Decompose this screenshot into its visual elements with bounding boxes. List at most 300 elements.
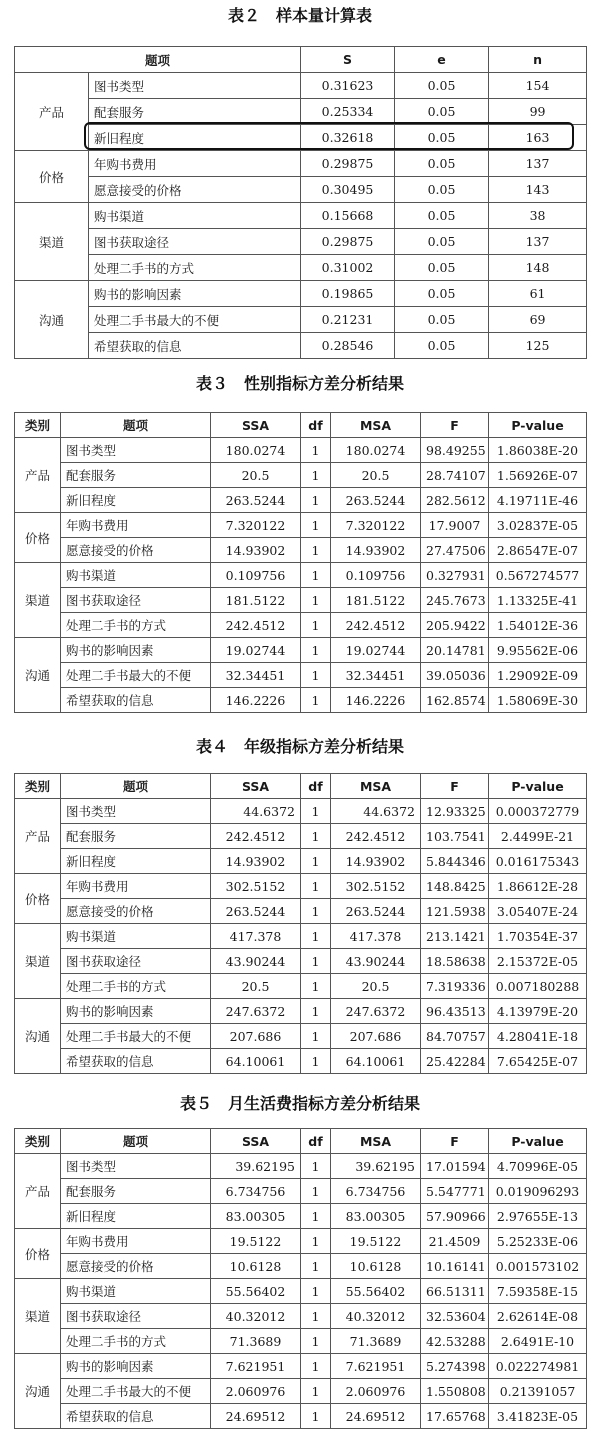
f-cell: 96.43513 <box>421 999 489 1024</box>
n-cell: 61 <box>489 281 587 307</box>
f-cell: 39.05036 <box>421 663 489 688</box>
item-cell: 处理二手书最大的不便 <box>61 663 211 688</box>
n-cell: 69 <box>489 307 587 333</box>
category-cell: 沟通 <box>15 1354 61 1429</box>
table-row <box>15 125 587 151</box>
msa-cell: 302.5152 <box>331 874 421 899</box>
header-item: 题项 <box>61 774 211 799</box>
msa-cell: 14.93902 <box>331 538 421 563</box>
f-cell: 98.49255 <box>421 438 489 463</box>
table-row <box>15 1154 587 1179</box>
p-value-cell: 0.21391057 <box>489 1379 587 1404</box>
category-cell: 产品 <box>15 799 61 874</box>
item-cell: 年购书费用 <box>61 513 211 538</box>
item-cell: 愿意接受的价格 <box>61 899 211 924</box>
msa-cell: 2.060976 <box>331 1379 421 1404</box>
n-cell: 154 <box>489 73 587 99</box>
header-item: 题项 <box>61 413 211 438</box>
df-cell: 1 <box>301 1154 331 1179</box>
item-cell: 购书的影响因素 <box>61 638 211 663</box>
df-cell: 1 <box>301 613 331 638</box>
table-row <box>15 874 587 899</box>
table-row <box>15 229 587 255</box>
header-p-value: P-value <box>489 774 587 799</box>
f-cell: 17.9007 <box>421 513 489 538</box>
e-cell: 0.05 <box>395 73 489 99</box>
item-cell: 处理二手书的方式 <box>61 613 211 638</box>
msa-cell: 19.5122 <box>331 1229 421 1254</box>
df-cell: 1 <box>301 638 331 663</box>
p-value-cell: 3.02837E-05 <box>489 513 587 538</box>
header-item: 题项 <box>61 1129 211 1154</box>
f-cell: 205.9422 <box>421 613 489 638</box>
msa-cell: 7.320122 <box>331 513 421 538</box>
ssa-cell: 0.109756 <box>211 563 301 588</box>
category-cell: 渠道 <box>15 563 61 638</box>
f-cell: 17.01594 <box>421 1154 489 1179</box>
f-cell: 84.70757 <box>421 1024 489 1049</box>
ssa-cell: 71.3689 <box>211 1329 301 1354</box>
p-value-cell: 0.000372779 <box>489 799 587 824</box>
item-cell: 图书类型 <box>61 438 211 463</box>
sample-size-table <box>14 46 587 359</box>
table-row <box>15 1404 587 1429</box>
category-cell: 价格 <box>15 151 89 203</box>
header-category: 类别 <box>15 1129 61 1154</box>
table-row <box>15 924 587 949</box>
p-value-cell: 4.19711E-46 <box>489 488 587 513</box>
category-cell: 价格 <box>15 1229 61 1279</box>
item-cell: 配套服务 <box>61 1179 211 1204</box>
p-value-cell: 1.58069E-30 <box>489 688 587 713</box>
table-row <box>15 1279 587 1304</box>
header-row <box>15 413 587 438</box>
ssa-cell: 14.93902 <box>211 538 301 563</box>
df-cell: 1 <box>301 824 331 849</box>
header-row <box>15 1129 587 1154</box>
item-cell: 希望获取的信息 <box>61 1404 211 1429</box>
item-cell: 配套服务 <box>89 99 301 125</box>
ssa-cell: 20.5 <box>211 463 301 488</box>
msa-cell: 39.62195 <box>331 1154 421 1179</box>
p-value-cell: 2.15372E-05 <box>489 949 587 974</box>
f-cell: 18.58638 <box>421 949 489 974</box>
p-value-cell: 2.6491E-10 <box>489 1329 587 1354</box>
table-row <box>15 513 587 538</box>
f-cell: 0.327931 <box>421 563 489 588</box>
n-cell: 137 <box>489 229 587 255</box>
header-f: F <box>421 413 489 438</box>
f-cell: 148.8425 <box>421 874 489 899</box>
ssa-cell: 14.93902 <box>211 849 301 874</box>
table-row <box>15 99 587 125</box>
p-value-cell: 1.56926E-07 <box>489 463 587 488</box>
item-cell: 图书获取途径 <box>89 229 301 255</box>
p-value-cell: 0.567274577 <box>489 563 587 588</box>
item-cell: 购书渠道 <box>89 203 301 229</box>
table-row <box>15 849 587 874</box>
category-cell: 渠道 <box>15 203 89 281</box>
table-row <box>15 307 587 333</box>
item-cell: 购书渠道 <box>61 563 211 588</box>
table-row <box>15 1179 587 1204</box>
s-cell: 0.28546 <box>301 333 395 359</box>
msa-cell: 24.69512 <box>331 1404 421 1429</box>
n-cell: 163 <box>489 125 587 151</box>
f-cell: 7.319336 <box>421 974 489 999</box>
category-cell: 价格 <box>15 874 61 924</box>
table-row <box>15 1229 587 1254</box>
df-cell: 1 <box>301 1049 331 1074</box>
header-df: df <box>301 774 331 799</box>
item-cell: 希望获取的信息 <box>61 688 211 713</box>
item-cell: 新旧程度 <box>61 488 211 513</box>
grade-anova-table <box>14 773 587 1074</box>
item-cell: 新旧程度 <box>61 1204 211 1229</box>
ssa-cell: 263.5244 <box>211 488 301 513</box>
item-cell: 年购书费用 <box>89 151 301 177</box>
item-cell: 图书类型 <box>61 799 211 824</box>
f-cell: 12.93325 <box>421 799 489 824</box>
table-row <box>15 974 587 999</box>
category-cell: 沟通 <box>15 638 61 713</box>
header-msa: MSA <box>331 1129 421 1154</box>
df-cell: 1 <box>301 1024 331 1049</box>
s-cell: 0.25334 <box>301 99 395 125</box>
f-cell: 20.14781 <box>421 638 489 663</box>
p-value-cell: 1.13325E-41 <box>489 588 587 613</box>
f-cell: 5.844346 <box>421 849 489 874</box>
f-cell: 5.547771 <box>421 1179 489 1204</box>
s-cell: 0.31623 <box>301 73 395 99</box>
ssa-cell: 247.6372 <box>211 999 301 1024</box>
table2-caption: 表２ 样本量计算表 <box>227 6 372 25</box>
table-row <box>15 281 587 307</box>
table-row <box>15 1204 587 1229</box>
ssa-cell: 44.6372 <box>211 799 301 824</box>
ssa-cell: 2.060976 <box>211 1379 301 1404</box>
p-value-cell: 9.95562E-06 <box>489 638 587 663</box>
table-row <box>15 663 587 688</box>
table-row <box>15 563 587 588</box>
header-category: 类别 <box>15 413 61 438</box>
table-row <box>15 538 587 563</box>
ssa-cell: 302.5152 <box>211 874 301 899</box>
f-cell: 27.47506 <box>421 538 489 563</box>
header-ssa: SSA <box>211 774 301 799</box>
item-cell: 希望获取的信息 <box>89 333 301 359</box>
df-cell: 1 <box>301 438 331 463</box>
df-cell: 1 <box>301 1329 331 1354</box>
p-value-cell: 0.022274981 <box>489 1354 587 1379</box>
p-value-cell: 2.86547E-07 <box>489 538 587 563</box>
n-cell: 143 <box>489 177 587 203</box>
s-cell: 0.32618 <box>301 125 395 151</box>
df-cell: 1 <box>301 1204 331 1229</box>
df-cell: 1 <box>301 463 331 488</box>
s-cell: 0.19865 <box>301 281 395 307</box>
msa-cell: 71.3689 <box>331 1329 421 1354</box>
p-value-cell: 0.019096293 <box>489 1179 587 1204</box>
ssa-cell: 40.32012 <box>211 1304 301 1329</box>
item-cell: 图书类型 <box>61 1154 211 1179</box>
f-cell: 28.74107 <box>421 463 489 488</box>
ssa-cell: 242.4512 <box>211 824 301 849</box>
ssa-cell: 181.5122 <box>211 588 301 613</box>
s-cell: 0.30495 <box>301 177 395 203</box>
f-cell: 5.274398 <box>421 1354 489 1379</box>
item-cell: 年购书费用 <box>61 1229 211 1254</box>
e-cell: 0.05 <box>395 333 489 359</box>
ssa-cell: 146.2226 <box>211 688 301 713</box>
p-value-cell: 1.29092E-09 <box>489 663 587 688</box>
p-value-cell: 3.05407E-24 <box>489 899 587 924</box>
n-cell: 148 <box>489 255 587 281</box>
item-cell: 处理二手书的方式 <box>89 255 301 281</box>
ssa-cell: 10.6128 <box>211 1254 301 1279</box>
msa-cell: 180.0274 <box>331 438 421 463</box>
msa-cell: 263.5244 <box>331 899 421 924</box>
table4-caption: 表４ 年级指标方差分析结果 <box>195 737 404 756</box>
header-ssa: SSA <box>211 413 301 438</box>
header-msa: MSA <box>331 413 421 438</box>
item-cell: 处理二手书最大的不便 <box>89 307 301 333</box>
msa-cell: 44.6372 <box>331 799 421 824</box>
f-cell: 42.53288 <box>421 1329 489 1354</box>
item-cell: 图书获取途径 <box>61 1304 211 1329</box>
e-cell: 0.05 <box>395 307 489 333</box>
msa-cell: 55.56402 <box>331 1279 421 1304</box>
e-cell: 0.05 <box>395 229 489 255</box>
msa-cell: 10.6128 <box>331 1254 421 1279</box>
msa-cell: 32.34451 <box>331 663 421 688</box>
f-cell: 21.4509 <box>421 1229 489 1254</box>
s-cell: 0.31002 <box>301 255 395 281</box>
msa-cell: 64.10061 <box>331 1049 421 1074</box>
p-value-cell: 1.86038E-20 <box>489 438 587 463</box>
ssa-cell: 32.34451 <box>211 663 301 688</box>
f-cell: 57.90966 <box>421 1204 489 1229</box>
df-cell: 1 <box>301 924 331 949</box>
ssa-cell: 20.5 <box>211 974 301 999</box>
s-cell: 0.29875 <box>301 151 395 177</box>
item-cell: 处理二手书最大的不便 <box>61 1379 211 1404</box>
table-row <box>15 1049 587 1074</box>
ssa-cell: 24.69512 <box>211 1404 301 1429</box>
df-cell: 1 <box>301 974 331 999</box>
e-cell: 0.05 <box>395 255 489 281</box>
category-cell: 沟通 <box>15 999 61 1074</box>
df-cell: 1 <box>301 899 331 924</box>
table-row <box>15 899 587 924</box>
table-row <box>15 1329 587 1354</box>
df-cell: 1 <box>301 1379 331 1404</box>
table-row <box>15 613 587 638</box>
header-ssa: SSA <box>211 1129 301 1154</box>
p-value-cell: 2.97655E-13 <box>489 1204 587 1229</box>
ssa-cell: 7.320122 <box>211 513 301 538</box>
n-cell: 38 <box>489 203 587 229</box>
table-row <box>15 438 587 463</box>
df-cell: 1 <box>301 999 331 1024</box>
msa-cell: 6.734756 <box>331 1179 421 1204</box>
item-cell: 购书的影响因素 <box>61 1354 211 1379</box>
msa-cell: 247.6372 <box>331 999 421 1024</box>
e-cell: 0.05 <box>395 177 489 203</box>
f-cell: 162.8574 <box>421 688 489 713</box>
ssa-cell: 43.90244 <box>211 949 301 974</box>
header-f: F <box>421 774 489 799</box>
ssa-cell: 263.5244 <box>211 899 301 924</box>
s-cell: 0.21231 <box>301 307 395 333</box>
table-row <box>15 824 587 849</box>
msa-cell: 14.93902 <box>331 849 421 874</box>
df-cell: 1 <box>301 488 331 513</box>
item-cell: 愿意接受的价格 <box>61 1254 211 1279</box>
msa-cell: 40.32012 <box>331 1304 421 1329</box>
table-row <box>15 1379 587 1404</box>
df-cell: 1 <box>301 849 331 874</box>
p-value-cell: 7.59358E-15 <box>489 1279 587 1304</box>
ssa-cell: 417.378 <box>211 924 301 949</box>
f-cell: 103.7541 <box>421 824 489 849</box>
n-cell: 99 <box>489 99 587 125</box>
table-row <box>15 1354 587 1379</box>
df-cell: 1 <box>301 1279 331 1304</box>
s-cell: 0.15668 <box>301 203 395 229</box>
df-cell: 1 <box>301 949 331 974</box>
ssa-cell: 207.686 <box>211 1024 301 1049</box>
item-cell: 愿意接受的价格 <box>61 538 211 563</box>
msa-cell: 207.686 <box>331 1024 421 1049</box>
category-cell: 产品 <box>15 438 61 513</box>
table-row <box>15 333 587 359</box>
ssa-cell: 55.56402 <box>211 1279 301 1304</box>
msa-cell: 20.5 <box>331 974 421 999</box>
f-cell: 121.5938 <box>421 899 489 924</box>
category-cell: 渠道 <box>15 1279 61 1354</box>
item-cell: 处理二手书最大的不便 <box>61 1024 211 1049</box>
f-cell: 245.7673 <box>421 588 489 613</box>
table-row <box>15 999 587 1024</box>
df-cell: 1 <box>301 1354 331 1379</box>
p-value-cell: 0.007180288 <box>489 974 587 999</box>
df-cell: 1 <box>301 1254 331 1279</box>
item-cell: 新旧程度 <box>61 849 211 874</box>
f-cell: 32.53604 <box>421 1304 489 1329</box>
item-cell: 处理二手书的方式 <box>61 1329 211 1354</box>
msa-cell: 263.5244 <box>331 488 421 513</box>
p-value-cell: 7.65425E-07 <box>489 1049 587 1074</box>
p-value-cell: 0.001573102 <box>489 1254 587 1279</box>
table-row <box>15 1304 587 1329</box>
table-row <box>15 463 587 488</box>
df-cell: 1 <box>301 1404 331 1429</box>
msa-cell: 242.4512 <box>331 824 421 849</box>
msa-cell: 7.621951 <box>331 1354 421 1379</box>
msa-cell: 181.5122 <box>331 588 421 613</box>
table-row <box>15 588 587 613</box>
df-cell: 1 <box>301 538 331 563</box>
f-cell: 282.5612 <box>421 488 489 513</box>
df-cell: 1 <box>301 1304 331 1329</box>
header-n: n <box>489 47 587 73</box>
msa-cell: 83.00305 <box>331 1204 421 1229</box>
ssa-cell: 19.02744 <box>211 638 301 663</box>
item-cell: 新旧程度 <box>89 125 301 151</box>
ssa-cell: 6.734756 <box>211 1179 301 1204</box>
ssa-cell: 180.0274 <box>211 438 301 463</box>
p-value-cell: 4.70996E-05 <box>489 1154 587 1179</box>
msa-cell: 146.2226 <box>331 688 421 713</box>
msa-cell: 19.02744 <box>331 638 421 663</box>
s-cell: 0.29875 <box>301 229 395 255</box>
header-s: S <box>301 47 395 73</box>
e-cell: 0.05 <box>395 203 489 229</box>
n-cell: 137 <box>489 151 587 177</box>
ssa-cell: 242.4512 <box>211 613 301 638</box>
f-cell: 25.42284 <box>421 1049 489 1074</box>
df-cell: 1 <box>301 663 331 688</box>
table-row <box>15 488 587 513</box>
p-value-cell: 1.86612E-28 <box>489 874 587 899</box>
df-cell: 1 <box>301 563 331 588</box>
msa-cell: 242.4512 <box>331 613 421 638</box>
table-row <box>15 1254 587 1279</box>
p-value-cell: 0.016175343 <box>489 849 587 874</box>
p-value-cell: 2.62614E-08 <box>489 1304 587 1329</box>
category-cell: 产品 <box>15 1154 61 1229</box>
item-cell: 配套服务 <box>61 463 211 488</box>
category-cell: 产品 <box>15 73 89 151</box>
header-e: e <box>395 47 489 73</box>
table-row <box>15 799 587 824</box>
ssa-cell: 39.62195 <box>211 1154 301 1179</box>
item-cell: 图书获取途径 <box>61 588 211 613</box>
table-row <box>15 151 587 177</box>
category-cell: 沟通 <box>15 281 89 359</box>
msa-cell: 0.109756 <box>331 563 421 588</box>
msa-cell: 417.378 <box>331 924 421 949</box>
header-category: 类别 <box>15 774 61 799</box>
e-cell: 0.05 <box>395 281 489 307</box>
table-row <box>15 949 587 974</box>
table-row <box>15 203 587 229</box>
df-cell: 1 <box>301 799 331 824</box>
f-cell: 10.16141 <box>421 1254 489 1279</box>
df-cell: 1 <box>301 688 331 713</box>
item-cell: 希望获取的信息 <box>61 1049 211 1074</box>
table-row <box>15 1024 587 1049</box>
item-cell: 图书类型 <box>89 73 301 99</box>
item-cell: 购书渠道 <box>61 924 211 949</box>
p-value-cell: 2.4499E-21 <box>489 824 587 849</box>
p-value-cell: 4.13979E-20 <box>489 999 587 1024</box>
f-cell: 1.550808 <box>421 1379 489 1404</box>
item-cell: 愿意接受的价格 <box>89 177 301 203</box>
header-df: df <box>301 1129 331 1154</box>
item-cell: 图书获取途径 <box>61 949 211 974</box>
item-cell: 处理二手书的方式 <box>61 974 211 999</box>
df-cell: 1 <box>301 588 331 613</box>
item-cell: 购书渠道 <box>61 1279 211 1304</box>
ssa-cell: 64.10061 <box>211 1049 301 1074</box>
header-row <box>15 774 587 799</box>
living-expense-anova-table <box>14 1128 587 1429</box>
msa-cell: 20.5 <box>331 463 421 488</box>
p-value-cell: 3.41823E-05 <box>489 1404 587 1429</box>
category-cell: 渠道 <box>15 924 61 999</box>
